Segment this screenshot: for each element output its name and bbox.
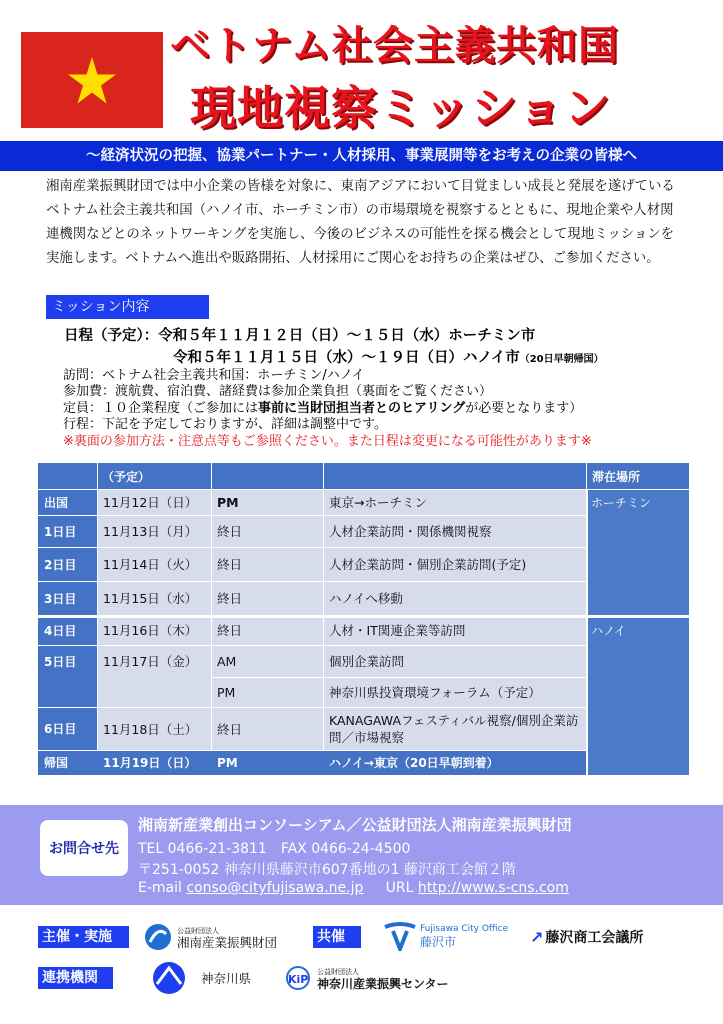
activity-cell: 人材企業訪問・個別企業訪問(予定) [329, 557, 527, 572]
kip-logo [283, 960, 449, 996]
day-label: 4日目 [44, 623, 77, 638]
schedule-line-2 [173, 346, 604, 367]
day-label: 出国 [44, 495, 69, 510]
kip-small: 公益財団法人 [317, 968, 359, 976]
capacity-text-a: 定員：１０企業程度（ご参加には [63, 401, 259, 416]
header-stay: 滞在場所 [592, 469, 641, 484]
stay-hochiminh: ホーチミン [591, 496, 652, 510]
contact-tel: TEL 0466-21-3811 FAX 0466-24-4500 [138, 841, 411, 857]
host-org-small: 公益財団法人 [177, 927, 219, 935]
row-divider [38, 515, 586, 516]
star-icon [67, 56, 117, 106]
kanagawa-pref-icon [143, 960, 195, 996]
time-cell: PM [217, 684, 236, 700]
row-divider [38, 707, 586, 708]
row-divider [38, 645, 586, 646]
row-divider [38, 489, 689, 490]
capacity-info [63, 400, 582, 417]
fujisawa-logo [383, 916, 508, 956]
warning-note: ※裏面の参加方法・注意点等もご参照ください。また日程は変更になる可能性があります※ [63, 434, 592, 449]
vietnam-flag [21, 32, 163, 128]
activity-cell: 人材・IT関連企業等訪問 [329, 623, 466, 638]
activity-cell: ハノイ→東京（20日早朝到着） [329, 756, 499, 770]
activity-cell: KANAGAWAフェスティバル視察/個別企業訪問／市場視察 [329, 712, 579, 745]
time-cell: 終日 [217, 524, 243, 539]
svg-text:KiP: KiP [288, 973, 309, 986]
activity-cell: 人材企業訪問・関係機関視察 [329, 524, 492, 539]
kanagawa-name: 神奈川県 [201, 971, 252, 986]
date-cell: 11月12日（日） [103, 495, 198, 510]
fujisawa-en: Fujisawa City Office [420, 924, 509, 934]
fujisawa-city-icon [383, 921, 417, 951]
time-cell: 終日 [217, 721, 243, 737]
contact-badge: お問合せ先 [40, 820, 128, 876]
day-label: 帰国 [44, 756, 69, 770]
day-label: 2日目 [44, 557, 77, 572]
day-label: 3日目 [44, 591, 77, 606]
host-org-name: 湘南産業振興財団 [177, 935, 278, 950]
date-cell: 11月15日（水） [103, 591, 198, 606]
schedule-line-1 [64, 324, 535, 345]
contact-address: 〒251-0052 神奈川県藤沢市607番地の1 藤沢商工会館２階 [138, 862, 516, 878]
intro-paragraph: 湘南産業振興財団では中小企業の皆様を対象に、東南アジアにおいて目覚ましい成長と発展を遂げているベトナム社会主義共和国（ハノイ市、ホーチミン市）の市場環境を視察するとともに、現地企業や人材関連機関などとのネットワーキングを実施し、今後のビジネスの可能性を探る機会として現地ミッションを実施します。ベトナムへ進出や販路開拓、人材採用にご関心をお持ちの企業はぜひ、ご参加ください。 [46, 179, 675, 266]
date-cell: 11月13日（月） [103, 524, 198, 539]
schedule-hochiminh: 令和５年１１月１２日（日）～１５日（水）ホーチミン市 [158, 328, 536, 344]
contact-org: 湘南新産業創出コンソーシアム／公益財団法人湘南産業振興財団 [138, 816, 572, 834]
header-divider [211, 463, 212, 489]
row-divider [211, 677, 586, 678]
website-link[interactable]: http://www.s-cns.com [417, 880, 569, 896]
date-cell: 11月19日（日） [103, 756, 197, 770]
foundation-logo-icon [143, 922, 173, 952]
email-label: E-mail [138, 880, 182, 896]
contact-mail-line [138, 880, 569, 896]
activity-cell: 東京→ホーチミン [329, 495, 427, 510]
schedule-label: 日程（予定）： [64, 328, 159, 344]
url-label: URL [385, 880, 414, 896]
fee-info: 参加費：渡航費、宿泊費、諸経費は参加企業負担（裏面をご覧ください） [63, 384, 493, 399]
col-divider [97, 489, 98, 750]
title-line-1: ベトナム社会主義共和国 [170, 23, 619, 69]
host-logo [143, 918, 277, 956]
activity-cell: ハノイへ移動 [329, 591, 403, 606]
capacity-emphasis: 事前に当財団担当者とのヒアリング [258, 401, 466, 416]
chamber-mark-icon: ↗ [530, 927, 544, 947]
header-divider [323, 463, 324, 489]
chamber-logo [530, 924, 643, 950]
capacity-text-c: が必要となります） [465, 401, 583, 416]
email-link[interactable]: conso@cityfujisawa.ne.jp [186, 880, 364, 896]
time-cell: PM [217, 494, 239, 510]
row-divider [38, 615, 689, 618]
visit-info: 訪問：ベトナム社会主義共和国：ホーチミン/ハノイ [63, 368, 365, 383]
activity-cell: 神奈川県投資環境フォーラム（予定） [329, 685, 541, 700]
day-label: 1日目 [44, 524, 77, 539]
time-cell: AM [217, 653, 237, 669]
date-cell: 11月16日（木） [103, 623, 198, 638]
header-date: （予定） [102, 469, 151, 484]
row-divider [38, 547, 586, 548]
itinerary-info: 行程：下記を予定しておりますが、詳細は調整中です。 [63, 417, 387, 432]
stay-hanoi: ハノイ [591, 624, 626, 638]
activity-cell: 個別企業訪問 [329, 654, 405, 669]
time-cell: PM [217, 755, 238, 770]
col-divider [211, 489, 212, 750]
partner-label: 連携機関 [38, 967, 113, 989]
day-label: 6日目 [44, 722, 77, 736]
stay-cell-hanoi [588, 619, 689, 775]
date-cell: 11月17日（金） [103, 654, 198, 669]
day-label: 5日目 [44, 654, 77, 669]
header-divider [586, 463, 587, 489]
row-divider [38, 750, 586, 751]
itinerary-table [38, 463, 689, 775]
host-label: 主催・実施 [38, 926, 129, 948]
col-divider [323, 489, 324, 750]
kip-mark-icon [283, 965, 313, 991]
cosponsor-label: 共催 [313, 926, 361, 948]
time-cell: 終日 [217, 591, 243, 606]
time-cell: 終日 [217, 623, 243, 638]
return-note: （20日早朝帰国） [519, 354, 604, 365]
kip-name: 神奈川産業振興センター [317, 977, 449, 991]
schedule-hanoi: 令和５年１１月１５日（水）～１９日（日）ハノイ市 [173, 350, 520, 366]
col-divider [586, 489, 588, 775]
stay-cell-hochiminh [588, 491, 689, 615]
row-divider [38, 581, 586, 582]
fujisawa-jp: 藤沢市 [420, 935, 457, 949]
subtitle-bar: ～経済状況の把握、協業パートナー・人材採用、事業展開等をお考えの企業の皆様へ [0, 141, 723, 171]
chamber-name: 藤沢商工会議所 [545, 930, 644, 946]
kanagawa-logo [143, 958, 251, 998]
date-cell: 11月14日（火） [103, 557, 198, 572]
header-divider [97, 463, 98, 489]
title-line-2: 現地視察ミッション [190, 81, 612, 135]
date-cell: 11月18日（土） [103, 721, 198, 737]
mission-section-label: ミッション内容 [46, 295, 209, 319]
time-cell: 終日 [217, 557, 243, 572]
